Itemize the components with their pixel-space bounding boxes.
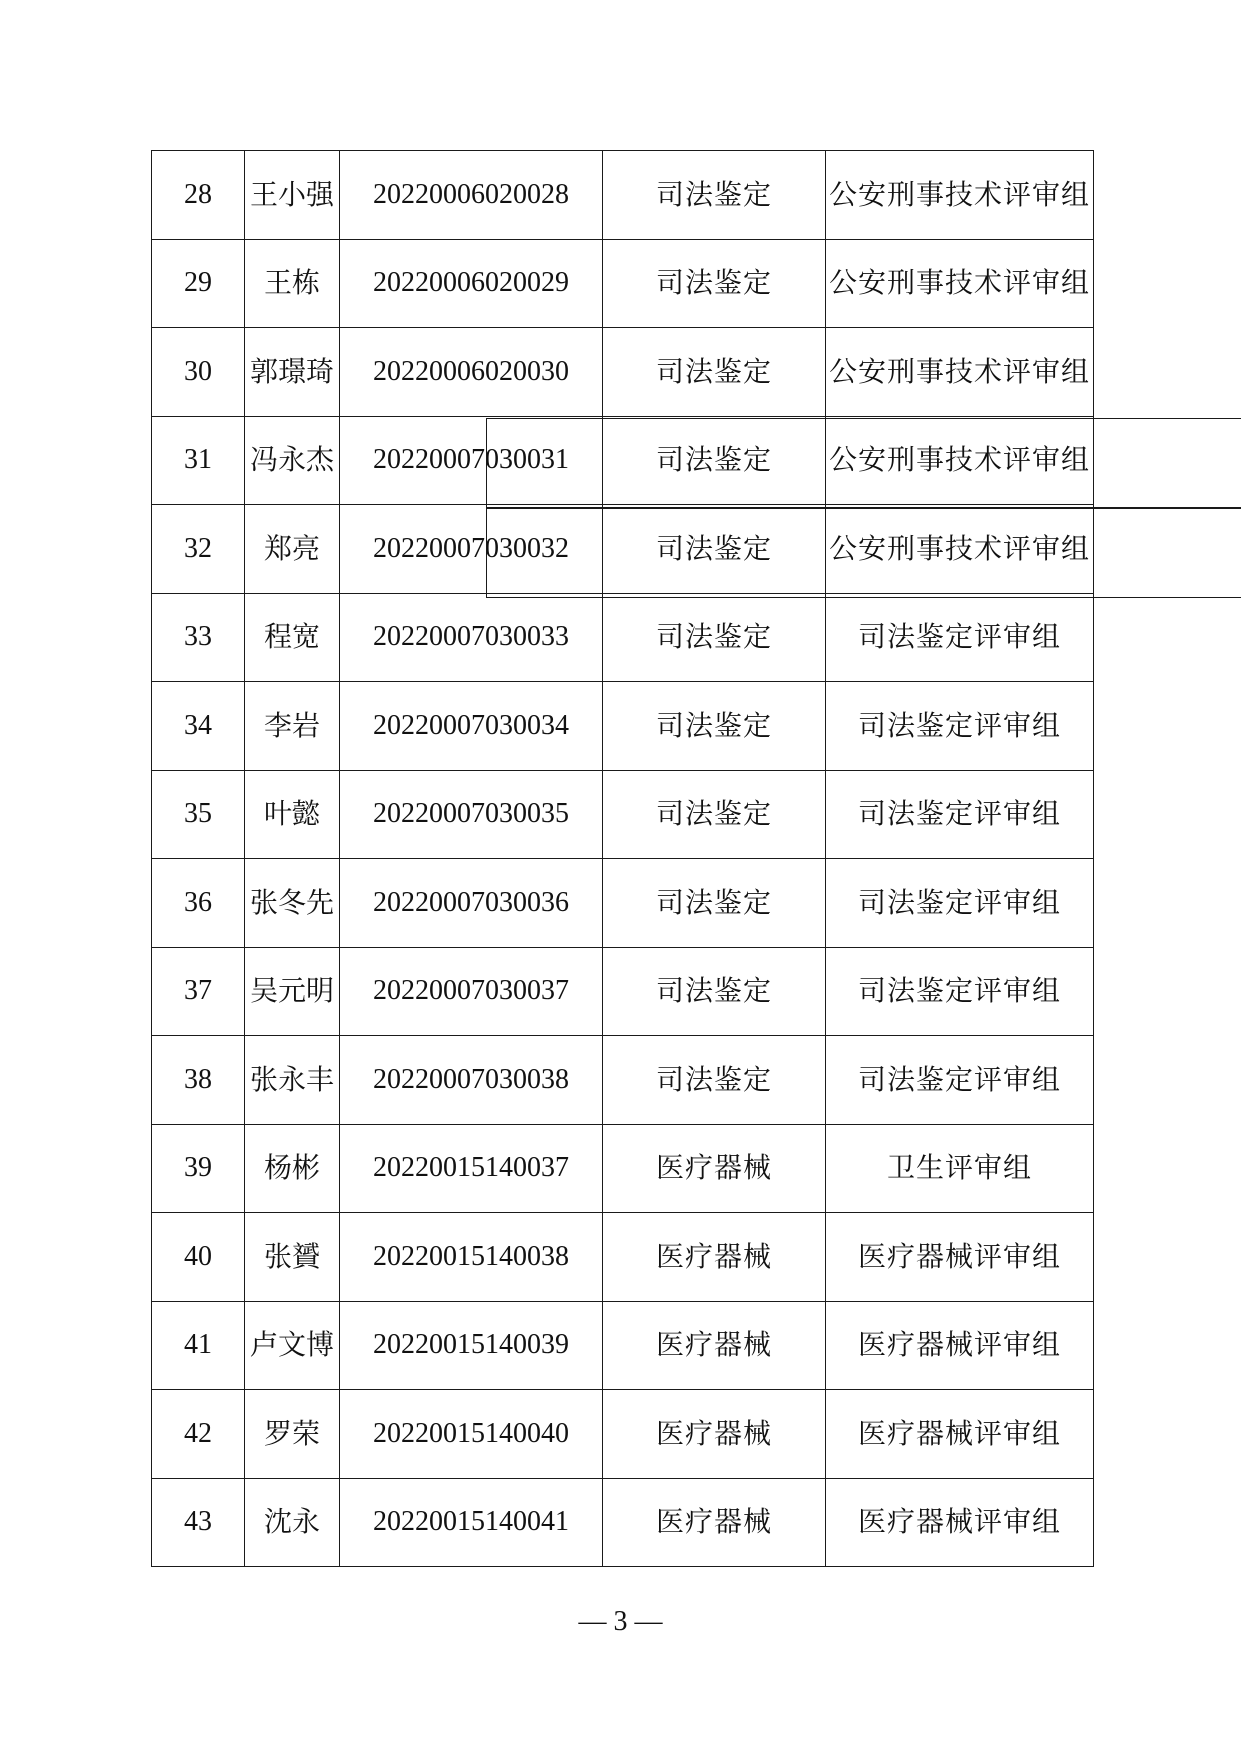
specialty: 司法鉴定	[603, 1036, 826, 1125]
certificate-id: 20220007030038	[340, 1036, 603, 1125]
table-row	[152, 328, 1094, 417]
person-name: 张永丰	[245, 1036, 340, 1125]
table-row	[152, 1390, 1094, 1479]
row-number: 29	[152, 239, 245, 328]
row-number: 31	[152, 416, 245, 505]
page-number: — 3 —	[578, 1606, 663, 1637]
review-group: 司法鉴定评审组	[826, 859, 1094, 948]
review-group: 司法鉴定评审组	[826, 1036, 1094, 1125]
certificate-id: 20220015140039	[340, 1301, 603, 1390]
person-name: 王栋	[245, 239, 340, 328]
review-group: 医疗器械评审组	[826, 1301, 1094, 1390]
specialty: 医疗器械	[603, 1478, 826, 1567]
table-row	[152, 505, 1094, 594]
review-group: 医疗器械评审组	[826, 1478, 1094, 1567]
certificate-id: 20220007030031	[340, 416, 603, 505]
review-group: 公安刑事技术评审组	[826, 416, 1094, 505]
table-row	[152, 1036, 1094, 1125]
person-name: 吴元明	[245, 947, 340, 1036]
person-name: 李岩	[245, 682, 340, 771]
row-number: 39	[152, 1124, 245, 1213]
row-number: 35	[152, 770, 245, 859]
roster-table-body	[152, 151, 1094, 1567]
person-name: 张贇	[245, 1213, 340, 1302]
review-group: 医疗器械评审组	[826, 1213, 1094, 1302]
review-group: 公安刑事技术评审组	[826, 151, 1094, 240]
review-group: 司法鉴定评审组	[826, 770, 1094, 859]
table-row	[152, 593, 1094, 682]
specialty: 医疗器械	[603, 1124, 826, 1213]
certificate-id: 20220007030035	[340, 770, 603, 859]
specialty: 司法鉴定	[603, 682, 826, 771]
review-group: 医疗器械评审组	[826, 1390, 1094, 1479]
certificate-id: 20220015140041	[340, 1478, 603, 1567]
person-name: 冯永杰	[245, 416, 340, 505]
row-number: 30	[152, 328, 245, 417]
specialty: 医疗器械	[603, 1301, 826, 1390]
certificate-id: 20220015140040	[340, 1390, 603, 1479]
specialty: 医疗器械	[603, 1390, 826, 1479]
table-row	[152, 1301, 1094, 1390]
person-name: 王小强	[245, 151, 340, 240]
row-number: 34	[152, 682, 245, 771]
review-group: 司法鉴定评审组	[826, 682, 1094, 771]
table-row	[152, 947, 1094, 1036]
row-number: 28	[152, 151, 245, 240]
certificate-id: 20220015140038	[340, 1213, 603, 1302]
certificate-id: 20220006020028	[340, 151, 603, 240]
row-number: 41	[152, 1301, 245, 1390]
row-number: 33	[152, 593, 245, 682]
roster-table	[151, 150, 1094, 1567]
certificate-id: 20220007030032	[340, 505, 603, 594]
certificate-id: 20220007030036	[340, 859, 603, 948]
person-name: 叶懿	[245, 770, 340, 859]
review-group: 卫生评审组	[826, 1124, 1094, 1213]
table-row	[152, 151, 1094, 240]
person-name: 张冬先	[245, 859, 340, 948]
specialty: 司法鉴定	[603, 151, 826, 240]
certificate-id: 20220006020029	[340, 239, 603, 328]
row-number: 36	[152, 859, 245, 948]
specialty: 司法鉴定	[603, 416, 826, 505]
person-name: 杨彬	[245, 1124, 340, 1213]
table-row	[152, 859, 1094, 948]
specialty: 医疗器械	[603, 1213, 826, 1302]
certificate-id: 20220007030037	[340, 947, 603, 1036]
table-row	[152, 1124, 1094, 1213]
person-name: 程宽	[245, 593, 340, 682]
review-group: 公安刑事技术评审组	[826, 328, 1094, 417]
table-row	[152, 239, 1094, 328]
row-number: 38	[152, 1036, 245, 1125]
specialty: 司法鉴定	[603, 505, 826, 594]
review-group: 公安刑事技术评审组	[826, 505, 1094, 594]
person-name: 罗荣	[245, 1390, 340, 1479]
row-number: 37	[152, 947, 245, 1036]
certificate-id: 20220006020030	[340, 328, 603, 417]
review-group: 公安刑事技术评审组	[826, 239, 1094, 328]
specialty: 司法鉴定	[603, 593, 826, 682]
table-row	[152, 682, 1094, 771]
review-group: 司法鉴定评审组	[826, 593, 1094, 682]
specialty: 司法鉴定	[603, 947, 826, 1036]
table-row	[152, 770, 1094, 859]
specialty: 司法鉴定	[603, 770, 826, 859]
person-name: 沈永	[245, 1478, 340, 1567]
specialty: 司法鉴定	[603, 328, 826, 417]
certificate-id: 20220015140037	[340, 1124, 603, 1213]
person-name: 卢文博	[245, 1301, 340, 1390]
table-row	[152, 1478, 1094, 1567]
person-name: 郭璟琦	[245, 328, 340, 417]
specialty: 司法鉴定	[603, 239, 826, 328]
row-number: 42	[152, 1390, 245, 1479]
row-number: 32	[152, 505, 245, 594]
person-name: 郑亮	[245, 505, 340, 594]
table-row	[152, 416, 1094, 505]
row-number: 40	[152, 1213, 245, 1302]
certificate-id: 20220007030033	[340, 593, 603, 682]
row-number: 43	[152, 1478, 245, 1567]
table-row	[152, 1213, 1094, 1302]
review-group: 司法鉴定评审组	[826, 947, 1094, 1036]
specialty: 司法鉴定	[603, 859, 826, 948]
certificate-id: 20220007030034	[340, 682, 603, 771]
